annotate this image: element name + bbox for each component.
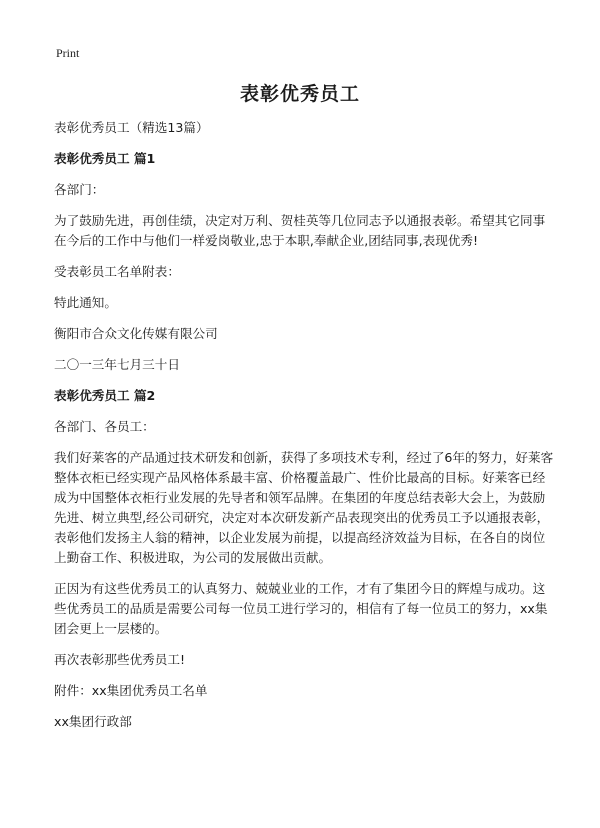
notice-line: 特此通知。 <box>54 295 117 310</box>
signature-line: xx集团行政部 <box>54 714 132 729</box>
print-label: Print <box>56 46 80 60</box>
document-subtitle: 表彰优秀员工（精选13篇） <box>54 120 209 135</box>
attachment-line: 受表彰员工名单附表： <box>54 264 180 279</box>
closing-line: 再次表彰那些优秀员工! <box>54 652 185 667</box>
document-title: 表彰优秀员工 <box>239 83 360 105</box>
salutation: 各部门、各员工： <box>54 419 155 434</box>
date-line: 二〇一三年七月三十日 <box>54 357 180 372</box>
paragraph: 正因为有这些优秀员工的认真努力、兢兢业业的工作，才有了集团今日的辉煌与成功。这些优秀员工的品质是需要公司每一位员工进行学习的，相信有了每一位员工的努力，xx集团会更上一层楼的。 <box>54 581 548 636</box>
document-body <box>54 118 554 743</box>
paragraph: 我们好莱客的产品通过技术研发和创新，获得了多项技术专利，经过了6年的努力，好莱客整体衣柜已经实现产品风格体系最丰富、价格覆盖最广、性价比最高的目标。好莱客已经成为中国整体衣柜行业发展的先导者和领军品牌。在集团的年度总结表彰大会上，为鼓励先进、树立典型,经公司研究，决定对本次研发新产品表现突出的优秀员工予以通报表彰，表彰他们发扬主人翁的精神，以企业发展为前提，以提高经济效益为目标，在各自的岗位上勤奋工作、积极进取，为公司的发展做出贡献。 <box>54 450 554 565</box>
signature-line: 衡阳市合众文化传媒有限公司 <box>54 326 218 341</box>
paragraph: 为了鼓励先进，再创佳绩，决定对万利、贺桂英等几位同志予以通报表彰。希望其它同事在今后的工作中与他们一样爱岗敬业,忠于本职,奉献企业,团结同事,表现优秀! <box>54 213 546 248</box>
salutation: 各部门： <box>54 182 105 197</box>
attachment-line: 附件：xx集团优秀员工名单 <box>54 683 208 698</box>
section-heading: 表彰优秀员工 篇1 <box>54 151 156 166</box>
section-heading: 表彰优秀员工 篇2 <box>54 388 156 403</box>
